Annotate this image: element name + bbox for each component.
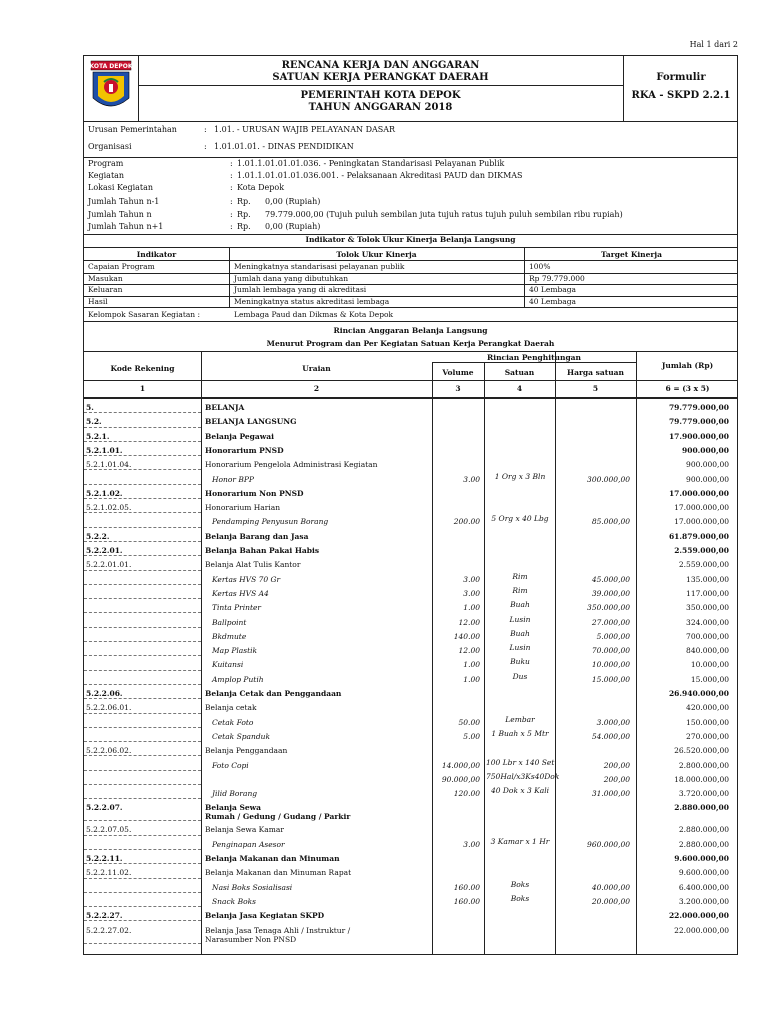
volume: 12.00 — [458, 617, 480, 627]
volume: 3.00 — [463, 574, 480, 584]
uraian: Kuitansi — [212, 660, 244, 670]
jumlah-n1-rp: Rp. — [237, 197, 251, 206]
col-num-3: 3 — [455, 384, 461, 393]
title-line-3: PEMERINTAH KOTA DEPOK — [300, 90, 461, 101]
table-row — [84, 687, 737, 701]
uraian: Honorarium Harian — [205, 503, 281, 513]
satuan: 1 Buah x 5 Mtr — [491, 728, 549, 738]
table-row — [84, 866, 737, 880]
uraian: Kertas HVS A4 — [212, 588, 269, 598]
organisasi-label: Organisasi — [88, 142, 132, 151]
indikator-row-tolok: Meningkatnya standarisasi pelayanan publik — [234, 262, 405, 271]
harga-satuan: 45.000,00 — [591, 574, 630, 584]
satuan: Buah — [510, 628, 530, 638]
volume: 50.00 — [458, 717, 480, 727]
satuan: Buku — [510, 657, 530, 667]
satuan: Lusin — [509, 643, 531, 653]
sasaran-label: Kelompok Sasaran Kegiatan : — [88, 310, 201, 319]
jumlah-n-value: 79.779.000,00 (Tujuh puluh sembilan juta tujuh ratus tujuh puluh sembilan ribu rupiah) — [265, 210, 623, 219]
table-row — [84, 909, 737, 923]
org-info: Urusan Pemerintahan : 1.01. - URUSAN WAJIB PELAYANAN DASAR Organisasi : 1.01.01.01. - DINAS PENDIDIKAN — [84, 121, 737, 158]
jumlah: 79.779.000,00 — [668, 417, 729, 427]
title-line-2: SATUAN KERJA PERANGKAT DAERAH — [272, 72, 489, 83]
uraian: Snack Boks — [212, 896, 256, 906]
table-row — [84, 924, 737, 946]
jumlah: 26.940.000,00 — [668, 689, 729, 698]
kode-rekening: 5.2.1.01. — [86, 445, 123, 455]
indikator-row-target: 100% — [529, 262, 551, 271]
table-row — [84, 558, 737, 572]
jumlah: 2.559.000,00 — [674, 546, 729, 555]
kegiatan-value: 1.01.1.01.01.01.036.001. - Pelaksanaan Akreditasi PAUD dan DIKMAS — [237, 171, 523, 180]
indikator-table — [84, 234, 737, 321]
uraian: Ballpoint — [212, 617, 247, 627]
jumlah: 17.000.000,00 — [674, 503, 729, 513]
table-row — [84, 644, 737, 658]
urusan-label: Urusan Pemerintahan — [88, 125, 177, 134]
kode-rekening: 5. — [86, 403, 94, 412]
urusan-value: 1.01. - URUSAN WAJIB PELAYANAN DASAR — [214, 125, 396, 134]
jumlah: 350.000,00 — [686, 603, 729, 613]
table-row — [84, 673, 737, 687]
h-harga: Harga satuan — [567, 368, 624, 377]
volume: 3.00 — [463, 588, 480, 598]
satuan: 40 Dok x 3 Kali — [490, 786, 550, 796]
satuan: Buah — [510, 600, 530, 610]
kode-rekening: 5.2.1.02.05. — [86, 503, 132, 513]
harga-satuan: 3.000,00 — [596, 717, 630, 727]
title-line-1: RENCANA KERJA DAN ANGGARAN — [281, 60, 480, 71]
table-row — [84, 701, 737, 715]
harga-satuan: 350.000,00 — [587, 603, 630, 613]
table-row — [84, 473, 737, 487]
jumlah: 2.880.000,00 — [678, 839, 729, 849]
table-row — [84, 430, 737, 444]
jumlah: 3.720.000,00 — [678, 789, 729, 799]
indikator-row-target: Rp 79.779.000 — [529, 273, 585, 283]
jumlah: 61.879.000,00 — [668, 531, 729, 541]
kode-rekening: 5.2.2.01. — [86, 546, 123, 555]
indikator-row-target: 40 Lembaga — [529, 296, 577, 306]
indikator-row-label: Keluaran — [88, 285, 123, 294]
uraian: Penginapan Asesor — [212, 839, 285, 849]
jumlah-n-label: Jumlah Tahun n — [88, 210, 152, 219]
harga-satuan: 54.000,00 — [591, 731, 630, 741]
kode-rekening: 5.2.2.07.05. — [86, 825, 132, 835]
jumlah: 18.000.000,00 — [674, 774, 729, 784]
satuan: Boks — [510, 893, 530, 903]
jumlah: 26.520.000,00 — [674, 746, 729, 756]
kode-rekening: 5.2.2.27. — [86, 911, 123, 921]
uraian: Belanja Makanan dan Minuman Rapat — [205, 868, 352, 878]
col-num-2: 2 — [313, 384, 320, 393]
uraian: Honor BPP — [212, 474, 254, 484]
volume: 14.000,00 — [441, 760, 480, 770]
satuan: 1 Org x 3 Bln — [494, 471, 546, 481]
volume: 12.00 — [458, 646, 480, 656]
table-row — [84, 730, 737, 744]
program-label: Program — [88, 159, 124, 168]
jumlah: 900.000,00 — [686, 460, 729, 470]
indikator-row-target: 40 Lembaga — [529, 285, 577, 294]
uraian: Belanja Jasa Tenaga Ahli / Instruktur / — [205, 925, 351, 935]
harga-satuan: 20.000,00 — [591, 896, 630, 906]
table-row — [84, 658, 737, 672]
program-info: Program : 1.01.1.01.01.01.036. - Peningkatan Standarisasi Pelayanan Publik Kegiatan : 1.01.1.01.01.01.036.001. - Pelaksanaan Akreditasi PAUD dan DIKMAS Lokasi Kegiatan : Kota Depok Jumlah Tahun n-1 : Rp. 0,00 (Rupiah) Jumlah Tahun n : Rp. 79.779.000,00 (Tujuh puluh sembilan juta tujuh ratus tujuh puluh sembilan ribu rupiah) Jumlah Tahun n+1 : Rp. 0,00 (Rupiah) — [84, 157, 737, 235]
table-row — [84, 458, 737, 472]
volume: 90.000,00 — [441, 774, 480, 784]
uraian: BELANJA — [205, 403, 245, 412]
volume: 3.00 — [463, 839, 480, 849]
kota-depok-logo — [90, 60, 132, 116]
table-row — [84, 630, 737, 644]
kode-rekening: 5.2.2.06.01. — [86, 703, 132, 713]
uraian: Cetak Foto — [212, 717, 254, 727]
kode-rekening: 5.2.2.06.02. — [86, 746, 132, 756]
indikator-row-label: Masukan — [88, 273, 123, 283]
satuan: Lembar — [505, 714, 535, 724]
jumlah: 2.800.000,00 — [678, 760, 729, 770]
harga-satuan: 39.000,00 — [591, 588, 630, 598]
h-satuan: Satuan — [504, 368, 535, 377]
table-row — [84, 573, 737, 587]
h-uraian: Uraian — [302, 364, 331, 373]
uraian: Nasi Boks Sosialisasi — [212, 882, 293, 892]
jumlah: 9.600.000,00 — [674, 854, 729, 863]
volume: 120.00 — [453, 789, 480, 799]
kode-rekening: 5.2.1.02. — [86, 488, 123, 498]
volume: 1.00 — [463, 674, 480, 684]
harga-satuan: 10.000,00 — [591, 660, 630, 670]
rka-form — [83, 55, 738, 955]
rincian-body — [84, 399, 737, 954]
h-kode: Kode Rekening — [110, 364, 175, 373]
table-row — [84, 616, 737, 630]
table-row — [84, 744, 737, 758]
lokasi-value: Kota Depok — [237, 183, 285, 192]
uraian-line-2: Rumah / Gedung / Gudang / Parkir — [205, 812, 351, 822]
table-row — [84, 773, 737, 787]
uraian: Pendamping Penyusun Borang — [212, 517, 329, 527]
indikator-row-label: Capaian Program — [88, 262, 155, 271]
jumlah: 10.000,00 — [690, 660, 729, 670]
harga-satuan: 200,00 — [603, 760, 630, 770]
uraian: Map Plastik — [212, 646, 258, 656]
satuan: Dus — [512, 671, 528, 681]
uraian: Belanja Pegawai — [205, 431, 274, 441]
title-line-4: TAHUN ANGGARAN 2018 — [308, 102, 453, 113]
uraian: Belanja cetak — [205, 703, 257, 713]
uraian: Bkdmute — [212, 631, 247, 641]
table-row — [84, 787, 737, 801]
harga-satuan: 5.000,00 — [596, 631, 630, 641]
volume: 140.00 — [453, 631, 480, 641]
volume: 1.00 — [463, 660, 480, 670]
jumlah-n1-value: 0,00 (Rupiah) — [265, 197, 321, 206]
table-row — [84, 501, 737, 515]
uraian: Belanja Barang dan Jasa — [205, 531, 309, 541]
uraian: Kertas HVS 70 Gr — [212, 574, 281, 584]
jumlah: 900.000,00 — [686, 474, 729, 484]
jumlah: 3.200.000,00 — [678, 896, 729, 906]
satuan: 100 Lbr x 140 Set — [486, 757, 555, 767]
jumlah: 17.000.000,00 — [668, 488, 729, 498]
harga-satuan: 85.000,00 — [591, 517, 630, 527]
uraian: Belanja Sewa — [205, 803, 261, 813]
logo-text: KOTA DEPOK — [90, 63, 132, 70]
col-num-4: 4 — [516, 384, 523, 393]
table-row — [84, 487, 737, 501]
jumlah: 6.400.000,00 — [678, 882, 729, 892]
harga-satuan: 300.000,00 — [587, 474, 630, 484]
lokasi-label: Lokasi Kegiatan — [88, 183, 154, 192]
kode-rekening: 5.2.1. — [86, 431, 110, 441]
kode-rekening: 5.2.1.01.04. — [86, 460, 132, 470]
col-num-5: 5 — [592, 384, 599, 393]
jumlah: 15.000,00 — [690, 674, 729, 684]
table-row — [84, 587, 737, 601]
title-cell — [138, 56, 624, 121]
logo-cell — [84, 56, 139, 121]
jumlah: 135.000,00 — [686, 574, 729, 584]
volume: 200.00 — [453, 517, 480, 527]
table-row — [84, 895, 737, 909]
table-row — [84, 823, 737, 837]
kode-rekening: 5.2. — [86, 417, 102, 427]
program-value: 1.01.1.01.01.01.036. - Peningkatan Standarisasi Pelayanan Publik — [237, 159, 505, 168]
jumlah: 840.000,00 — [686, 646, 729, 656]
volume: 1.00 — [463, 603, 480, 613]
jumlah-n2-value: 0,00 (Rupiah) — [265, 222, 321, 231]
jumlah: 150.000,00 — [686, 717, 729, 727]
jumlah: 700.000,00 — [686, 631, 729, 641]
h-target: Target Kinerja — [601, 250, 662, 259]
table-row — [84, 838, 737, 852]
jumlah: 22.000.000,00 — [668, 911, 729, 921]
kode-rekening: 5.2.2.01.01. — [86, 560, 132, 570]
table-row — [84, 801, 737, 823]
kode-rekening: 5.2.2.06. — [86, 689, 123, 698]
indikator-row-tolok: Meningkatnya status akreditasi lembaga — [234, 296, 390, 306]
uraian: Belanja Sewa Kamar — [205, 825, 284, 835]
jumlah: 324.000,00 — [686, 617, 729, 627]
satuan: 5 Org x 40 Lbg — [491, 514, 549, 524]
uraian: Belanja Bahan Pakai Habis — [205, 546, 320, 555]
page-number: Hal 1 dari 2 — [689, 40, 738, 49]
kode-rekening: 5.2.2.27.02. — [86, 925, 132, 935]
h-indikator: Indikator — [136, 250, 177, 259]
h-tolok: Tolok Ukur Kinerja — [336, 250, 417, 259]
uraian: Jilid Borang — [212, 789, 258, 799]
kegiatan-label: Kegiatan — [88, 171, 125, 180]
rincian-title-1: Rincian Anggaran Belanja Langsung — [333, 326, 488, 335]
harga-satuan: 960.000,00 — [587, 839, 630, 849]
kode-rekening: 5.2.2.11.02. — [86, 868, 132, 878]
satuan: Boks — [510, 879, 530, 889]
table-row — [84, 415, 737, 429]
table-row — [84, 852, 737, 866]
table-row — [84, 444, 737, 458]
volume: 3.00 — [463, 474, 480, 484]
uraian-line-2: Narasumber Non PNSD — [205, 934, 297, 944]
table-row — [84, 601, 737, 615]
table-row — [84, 544, 737, 558]
uraian: Foto Copi — [212, 760, 249, 770]
table-row — [84, 881, 737, 895]
rincian-title-2: Menurut Program dan Per Kegiatan Satuan Kerja Perangkat Daerah — [266, 339, 555, 348]
table-row — [84, 401, 737, 415]
h-volume: Volume — [442, 368, 474, 377]
kode-rekening: 5.2.2. — [86, 531, 110, 541]
harga-satuan: 70.000,00 — [591, 646, 630, 656]
kode-rekening: 5.2.2.11. — [86, 854, 123, 863]
jumlah-n2-rp: Rp. — [237, 222, 251, 231]
volume: 160.00 — [453, 882, 480, 892]
col-num-1: 1 — [139, 384, 146, 393]
form-code-cell — [623, 56, 739, 121]
indikator-title: Indikator & Tolok Ukur Kinerja Belanja Langsung — [305, 235, 516, 244]
organisasi-value: 1.01.01.01. - DINAS PENDIDIKAN — [214, 142, 354, 151]
uraian: Belanja Jasa Kegiatan SKPD — [205, 911, 325, 921]
indikator-row-tolok: Jumlah dana yang dibutuhkan — [234, 273, 349, 283]
jumlah: 79.779.000,00 — [668, 403, 729, 412]
rincian-header — [84, 321, 737, 403]
h-rincian: Rincian Penghitungan — [486, 353, 581, 362]
jumlah: 9.600.000,00 — [678, 868, 729, 878]
form-header — [84, 56, 737, 122]
jumlah: 270.000,00 — [686, 731, 729, 741]
table-row — [84, 759, 737, 773]
form-label: Formulir — [656, 72, 706, 83]
jumlah: 420.000,00 — [686, 703, 729, 713]
uraian: Honorarium Non PNSD — [205, 488, 304, 498]
jumlah-n2-label: Jumlah Tahun n+1 — [88, 222, 164, 231]
jumlah: 2.880.000,00 — [674, 803, 729, 813]
col-num-6: 6 = (3 x 5) — [665, 384, 710, 393]
indikator-row-label: Hasil — [88, 296, 108, 306]
uraian: Belanja Makanan dan Minuman — [205, 854, 340, 863]
harga-satuan: 31.000,00 — [591, 789, 630, 799]
uraian: Belanja Alat Tulis Kantor — [205, 560, 301, 570]
uraian: Honorarium Pengelola Administrasi Kegiatan — [205, 460, 378, 470]
uraian: Tinta Printer — [212, 603, 261, 613]
table-row — [84, 716, 737, 730]
volume: 5.00 — [463, 731, 480, 741]
indikator-row-tolok: Jumlah lembaga yang di akreditasi — [234, 285, 367, 294]
table-row — [84, 530, 737, 544]
harga-satuan: 200,00 — [603, 774, 630, 784]
uraian: Amplop Putih — [212, 674, 264, 684]
harga-satuan: 27.000,00 — [591, 617, 630, 627]
uraian: Belanja Penggandaan — [205, 746, 288, 756]
uraian: BELANJA LANGSUNG — [205, 417, 297, 427]
jumlah: 22.000.000,00 — [674, 925, 729, 935]
kode-rekening: 5.2.2.07. — [86, 803, 123, 813]
uraian: Cetak Spanduk — [212, 731, 271, 741]
harga-satuan: 15.000,00 — [591, 674, 630, 684]
satuan: 750Hal/x3Ks40Dok — [486, 771, 560, 781]
volume: 160.00 — [453, 896, 480, 906]
jumlah-n-rp: Rp. — [237, 210, 251, 219]
uraian: Belanja Cetak dan Penggandaan — [205, 689, 342, 698]
jumlah: 900.000,00 — [682, 445, 729, 455]
h-jumlah: Jumlah (Rp) — [661, 361, 714, 370]
harga-satuan: 40.000,00 — [591, 882, 630, 892]
form-code: RKA - SKPD 2.2.1 — [631, 90, 731, 101]
jumlah: 2.559.000,00 — [678, 560, 729, 570]
uraian: Honorarium PNSD — [205, 445, 284, 455]
table-row — [84, 515, 737, 529]
satuan: Rim — [512, 585, 528, 595]
jumlah-n1-label: Jumlah Tahun n-1 — [88, 197, 160, 206]
jumlah: 117.000,00 — [686, 588, 729, 598]
jumlah: 2.880.000,00 — [678, 825, 729, 835]
satuan: Lusin — [509, 614, 531, 624]
satuan: Rim — [512, 571, 528, 581]
sasaran-value: Lembaga Paud dan Dikmas & Kota Depok — [234, 310, 394, 319]
jumlah: 17.000.000,00 — [674, 517, 729, 527]
jumlah: 17.900.000,00 — [668, 431, 729, 441]
satuan: 3 Kamar x 1 Hr — [490, 836, 550, 846]
